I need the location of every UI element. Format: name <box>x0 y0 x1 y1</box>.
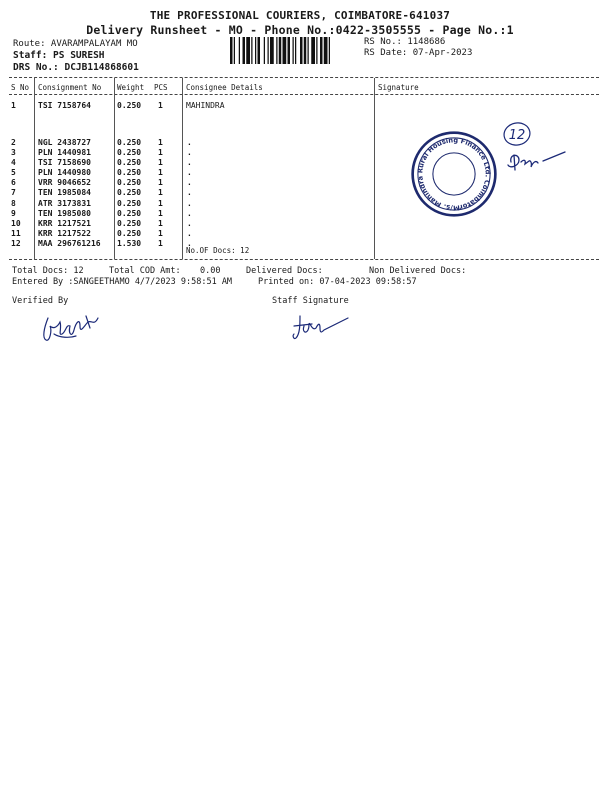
table-row-weight: 1.530 <box>117 238 142 248</box>
table-row-sno: 9 <box>11 208 16 218</box>
staff-signature <box>290 312 356 342</box>
consignee-initial-signature <box>505 148 567 174</box>
table-row-consignment: TSI 7158690 <box>38 158 91 168</box>
table-row-sno: 3 <box>11 148 16 158</box>
barcode-bar <box>230 37 233 64</box>
total-cod-value: 0.00 <box>200 266 221 276</box>
barcode-bar <box>264 37 265 64</box>
barcode-bar <box>300 37 303 64</box>
company-seal-stamp <box>410 130 498 218</box>
barcode-bar <box>308 37 309 64</box>
table-row-sno: 8 <box>11 198 16 208</box>
table-row-weight: 0.250 <box>117 208 142 218</box>
col-divider-consignee <box>374 78 375 259</box>
col-divider-consignment <box>114 78 115 259</box>
consignee-column <box>187 138 192 249</box>
total-cod-label: Total COD Amt: <box>109 266 181 276</box>
barcode-bar <box>279 37 282 64</box>
pcs-column <box>158 138 163 249</box>
table-row-sno: 6 <box>11 178 16 188</box>
header-signature: Signature <box>378 83 419 92</box>
consignment-column <box>38 138 101 249</box>
no-of-docs: No.OF Docs: 12 <box>186 246 250 255</box>
table-row-pcs: 1 <box>158 228 163 238</box>
table-row-weight: 0.250 <box>117 228 142 238</box>
weight-column <box>117 138 141 249</box>
table-row-consignment: NGL 2438727 <box>38 138 91 147</box>
table-row-pcs: 1 <box>158 198 163 208</box>
table-row-consignment: KRR 1217521 <box>38 218 91 228</box>
table-row-pcs: 1 <box>158 208 163 218</box>
barcode <box>230 37 358 64</box>
table-row-consignment: PLN 1440980 <box>38 168 91 178</box>
table-row-consignee: . <box>187 228 192 238</box>
table-top-rule <box>9 77 599 78</box>
barcode-bar <box>295 37 296 64</box>
barcode-bar <box>316 37 317 64</box>
table-row-pcs: 1 <box>158 168 163 178</box>
col-divider-pcs <box>182 78 183 259</box>
table-row-sno: 5 <box>11 168 16 178</box>
route-label: Route: AVARAMPALAYAM MO <box>13 39 138 49</box>
table-row-consignee: . <box>187 188 192 198</box>
table-row-consignee: . <box>187 198 192 208</box>
drs-number: DRS No.: DCJB114868601 <box>13 62 139 73</box>
non-delivered-docs: Non Delivered Docs: <box>369 266 467 276</box>
count-note-text: 12 <box>508 128 526 143</box>
barcode-bar <box>246 37 250 64</box>
table-row-pcs: 1 <box>158 178 163 188</box>
col-divider-sno <box>34 78 35 259</box>
rs-number: RS No.: 1148686 <box>364 37 446 47</box>
table-row-sno: 12 <box>11 238 21 248</box>
table-row-weight: 0.250 <box>117 168 142 178</box>
barcode-bar <box>255 37 256 64</box>
barcode-bar <box>304 37 307 64</box>
table-row-sno: 11 <box>11 228 21 238</box>
barcode-bar <box>276 37 277 64</box>
barcode-bar <box>243 37 246 64</box>
table-row-consignee: . <box>187 208 192 218</box>
table-row-weight: 0.250 <box>117 188 142 198</box>
barcode-bar <box>234 37 235 64</box>
entered-by: Entered By :SANGEETHAMO 4/7/2023 9:58:51 AM <box>12 277 233 287</box>
table-row-weight: 0.250 <box>117 101 142 110</box>
table-row-consignee: MAHINDRA <box>186 101 225 110</box>
table-row-weight: 0.250 <box>117 158 142 168</box>
barcode-bar <box>320 37 323 64</box>
header-consignment: Consignment No <box>38 83 102 92</box>
table-bottom-rule <box>9 259 599 260</box>
header-sno: S No <box>11 83 30 92</box>
rs-date: RS Date: 07-Apr-2023 <box>364 48 473 58</box>
verified-by-signature <box>40 308 106 346</box>
table-row-pcs: 1 <box>158 138 163 147</box>
barcode-bar <box>270 37 274 64</box>
header-weight: Weight <box>117 83 145 92</box>
barcode-bar <box>293 37 294 64</box>
table-row-consignment: PLN 1440981 <box>38 148 91 158</box>
table-row-consignment: MAA 296761216 <box>38 238 101 248</box>
table-row-consignee: . <box>187 218 192 228</box>
table-row-consignee: . <box>187 148 192 158</box>
table-row-pcs: 1 <box>158 188 163 198</box>
table-row-consignee: . <box>187 178 192 188</box>
circled-count-note <box>502 121 532 147</box>
table-row-pcs: 1 <box>158 101 163 110</box>
barcode-bar <box>283 37 287 64</box>
barcode-bar <box>311 37 315 64</box>
table-row-weight: 0.250 <box>117 178 142 188</box>
table-row-consignment: TSI 7158764 <box>38 101 91 110</box>
table-row-pcs: 1 <box>158 158 163 168</box>
table-row-consignment: TEN 1985084 <box>38 188 91 198</box>
table-row-sno: 1 <box>11 101 16 110</box>
table-row-consignment: ATR 3173831 <box>38 198 91 208</box>
table-row-sno: 10 <box>11 218 21 228</box>
table-row-consignee: . <box>187 138 192 147</box>
seal-text: M/s. Mahindra Rural Housing Finance Ltd. Coimbatore <box>416 136 492 212</box>
barcode-bar <box>258 37 261 64</box>
table-row-pcs: 1 <box>158 148 163 158</box>
staff-signature-label: Staff Signature <box>272 296 349 306</box>
delivered-docs: Delivered Docs: <box>246 266 323 276</box>
barcode-bar <box>288 37 291 64</box>
total-docs: Total Docs: 12 <box>12 266 84 276</box>
runsheet-subtitle: Delivery Runsheet - MO - Phone No.:0422-3505555 - Page No.:1 <box>86 23 514 37</box>
table-row-weight: 0.250 <box>117 198 142 208</box>
company-title: THE PROFESSIONAL COURIERS, COIMBATORE-641037 <box>149 9 451 22</box>
staff-label: Staff: PS SURESH <box>13 50 105 61</box>
table-row-sno: 4 <box>11 158 16 168</box>
table-row-pcs: 1 <box>158 218 163 228</box>
table-row-consignment: KRR 1217522 <box>38 228 91 238</box>
barcode-bar <box>324 37 328 64</box>
barcode-bar <box>268 37 269 64</box>
barcode-bar <box>329 37 330 64</box>
table-row-consignment: TEN 1985080 <box>38 208 91 218</box>
table-row-sno: 2 <box>11 138 16 147</box>
table-row-consignment: VRR 9046652 <box>38 178 91 188</box>
table-row-consignee: . <box>187 168 192 178</box>
header-consignee: Consignee Details <box>186 83 263 92</box>
printed-on: Printed on: 07-04-2023 09:58:57 <box>258 277 417 287</box>
barcode-bar <box>251 37 252 64</box>
table-row-consignee: . <box>187 158 192 168</box>
table-row-weight: 0.250 <box>117 148 142 158</box>
barcode-bar <box>239 37 240 64</box>
sno-column <box>11 138 21 249</box>
table-row-pcs: 1 <box>158 238 163 248</box>
table-row-consignee: . <box>187 238 192 248</box>
table-header-rule <box>9 94 599 95</box>
table-row-weight: 0.250 <box>117 218 142 228</box>
table-row-sno: 7 <box>11 188 16 198</box>
table-row-weight: 0.250 <box>117 138 142 147</box>
verified-by-label: Verified By <box>12 296 69 306</box>
svg-text:M/s. Mahindra Rural Housing Fi <box>410 130 498 218</box>
header-pcs: PCS <box>154 83 168 92</box>
